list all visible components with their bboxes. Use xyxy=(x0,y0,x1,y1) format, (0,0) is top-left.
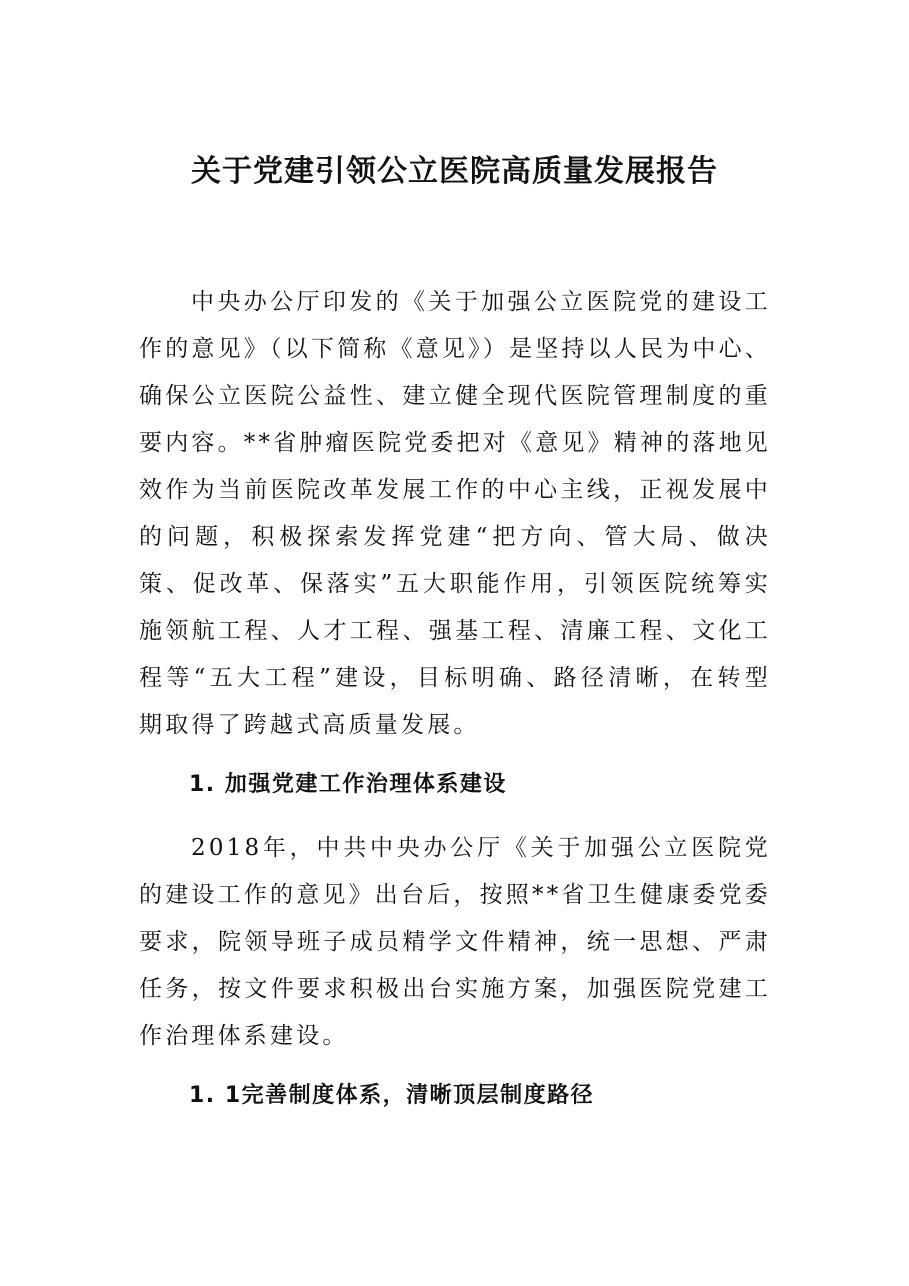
document-title: 关于党建引领公立医院高质量发展报告 xyxy=(191,154,718,189)
section-1-paragraph: 2018年，中共中央办公厅《关于加强公立医院党的建设工作的意见》出台后，按照**省卫生健康委党委要求，院领导班子成员精学文件精神，统一思想、严肃任务，按文件要求积极出台实施方案，加强医院党建工作治理体系建设。 xyxy=(139,835,771,1049)
intro-paragraph: 中央办公厅印发的《关于加强公立医院党的建设工作的意见》（以下简称《意见》）是坚持以人民为中心、确保公立医院公益性、建立健全现代医院管理制度的重要内容。**省肿瘤医院党委把对《意见》精神的落地见效作为当前医院改革发展工作的中心主线，正视发展中的问题，积极探索发挥党建“把方向、管大局、做决策、促改革、保落实”五大职能作用，引领医院统筹实施领航工程、人才工程、强基工程、清廉工程、文化工程等“五大工程”建设，目标明确、路径清晰，在转型期取得了跨越式高质量发展。 xyxy=(139,289,771,738)
section-1-heading: 1. 加强党建工作治理体系建设 xyxy=(189,772,507,797)
section-1-1-heading: 1. 1完善制度体系，清晰顶层制度路径 xyxy=(189,1083,595,1108)
